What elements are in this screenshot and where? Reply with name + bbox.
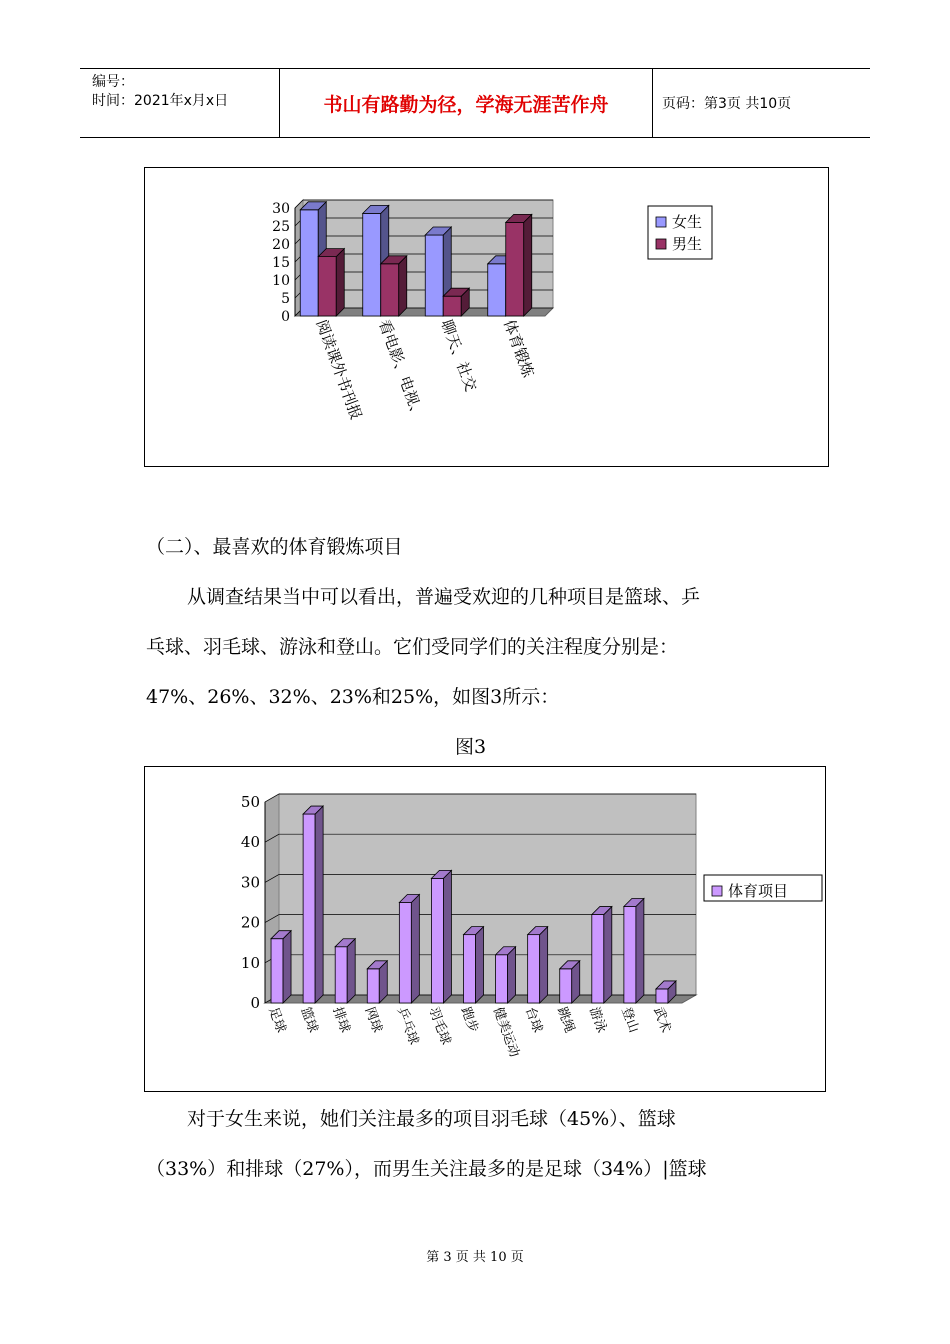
bar-b: [443, 288, 469, 316]
x-category-label: 阅读课外书刊报: [312, 317, 366, 423]
bar-side: [443, 870, 451, 1003]
x-category-label: 健美运动: [489, 1005, 522, 1060]
y-tick-label: 25: [272, 219, 290, 235]
chart-activities-by-gender: [144, 167, 829, 467]
bar-front: [496, 955, 508, 1003]
bar-a: [431, 870, 451, 1003]
bar-side: [476, 927, 484, 1003]
legend-swatch: [656, 217, 666, 227]
chart-sports-projects: [144, 766, 826, 1092]
bar-side: [315, 806, 323, 1003]
x-category-label: 聊天、社交: [437, 317, 481, 394]
bar-b: [318, 249, 344, 316]
bar-a: [271, 931, 291, 1003]
x-category-label: 武术: [650, 1005, 674, 1035]
date-label: 时间：2021年x月x日: [92, 93, 229, 109]
bar-front: [300, 210, 318, 316]
page-footer: 第 3 页 共 10 页: [426, 1250, 524, 1265]
x-category-label: 跳绳: [553, 1005, 577, 1035]
chart-sports-svg: [145, 767, 825, 1091]
bar-side: [508, 947, 516, 1003]
bar-b: [506, 214, 532, 316]
y-tick-label: 0: [250, 994, 260, 1012]
bar-front: [271, 939, 283, 1003]
x-category-label: 网球: [361, 1005, 385, 1035]
y-tick-label: 20: [240, 913, 260, 932]
x-category-label: 排球: [329, 1005, 353, 1035]
x-category-label: 乒乓球: [393, 1005, 422, 1048]
y-tick-label: 30: [272, 201, 290, 217]
bar-front: [367, 969, 379, 1003]
bar-side: [636, 899, 644, 1003]
x-category-label: 游泳: [586, 1005, 610, 1035]
bar-side: [411, 895, 419, 1004]
page-header: [80, 68, 870, 138]
legend-label: 女生: [672, 213, 703, 231]
bar-front: [335, 947, 347, 1003]
bar-front: [488, 264, 506, 316]
x-category-label: 体育锻炼: [499, 317, 538, 380]
chart-activities-svg: [145, 168, 828, 466]
bar-front: [464, 935, 476, 1003]
number-label: 编号：: [92, 74, 134, 90]
bar-side: [283, 931, 291, 1003]
bar-a: [464, 927, 484, 1003]
bar-front: [399, 903, 411, 1004]
bar-side: [604, 907, 612, 1003]
x-category-label: 羽毛球: [425, 1005, 454, 1048]
x-category-label: 台球: [521, 1005, 545, 1035]
paragraph-line: 对于女生来说，她们关注最多的项目羽毛球（45%）、篮球: [187, 1108, 676, 1130]
bar-a: [592, 907, 612, 1003]
bar-front: [592, 915, 604, 1003]
legend-label: 男生: [672, 235, 703, 253]
page-label: 页码：第3页 共10页: [662, 96, 792, 112]
section-title: （二）、最喜欢的体育锻炼项目: [146, 536, 403, 558]
bar-a: [367, 961, 387, 1003]
bar-front: [560, 969, 572, 1003]
x-category-label: 跑步: [457, 1005, 481, 1035]
legend-swatch: [656, 239, 666, 249]
bar-a: [335, 939, 355, 1003]
x-category-label: 登山: [618, 1005, 642, 1035]
bar-a: [624, 899, 644, 1003]
paragraph-line: 从调查结果当中可以看出，普遍受欢迎的几种项目是篮球、乒: [187, 586, 701, 608]
bar-side: [524, 214, 532, 316]
bar-side: [399, 256, 407, 316]
y-tick-label: 30: [240, 873, 260, 892]
bar-front: [624, 907, 636, 1003]
legend-swatch: [712, 886, 722, 896]
bar-a: [560, 961, 580, 1003]
y-tick-label: 0: [281, 309, 290, 325]
x-category-label: 足球: [265, 1005, 289, 1035]
y-tick-label: 5: [281, 291, 290, 307]
bar-side: [336, 249, 344, 316]
header-left-cell: [80, 69, 280, 137]
y-tick-label: 15: [272, 255, 290, 271]
paragraph-line: 47%、26%、32%、23%和25%，如图3所示：: [146, 686, 560, 708]
bar-front: [303, 814, 315, 1003]
y-tick-label: 40: [240, 833, 260, 852]
bar-side: [347, 939, 355, 1003]
bar-front: [506, 222, 524, 316]
y-tick-label: 10: [240, 953, 260, 972]
bar-a: [303, 806, 323, 1003]
y-tick-label: 20: [272, 237, 290, 253]
bar-b: [381, 256, 407, 316]
figure-caption: 图3: [455, 736, 487, 758]
y-tick-label: 10: [272, 273, 290, 289]
paragraph-line: （33%）和排球（27%），而男生关注最多的是足球（34%）|篮球: [146, 1158, 707, 1180]
bar-front: [318, 257, 336, 316]
x-category-label: 篮球: [297, 1005, 321, 1035]
bar-a: [496, 947, 516, 1003]
motto: 书山有路勤为径，学海无涯苦作舟: [280, 69, 653, 137]
paragraph-line: 乓球、羽毛球、游泳和登山。它们受同学们的关注程度分别是：: [146, 636, 679, 658]
bar-front: [425, 235, 443, 316]
bar-side: [540, 927, 548, 1003]
bar-front: [431, 878, 443, 1003]
bar-front: [528, 935, 540, 1003]
legend-label: 体育项目: [728, 882, 789, 900]
y-tick-label: 50: [240, 793, 260, 811]
bar-front: [443, 296, 461, 316]
x-category-label: 看电影、电视、: [374, 317, 428, 423]
bar-front: [363, 213, 381, 316]
bar-front: [656, 989, 668, 1003]
bar-front: [381, 264, 399, 316]
bar-a: [399, 895, 419, 1004]
bar-a: [528, 927, 548, 1003]
